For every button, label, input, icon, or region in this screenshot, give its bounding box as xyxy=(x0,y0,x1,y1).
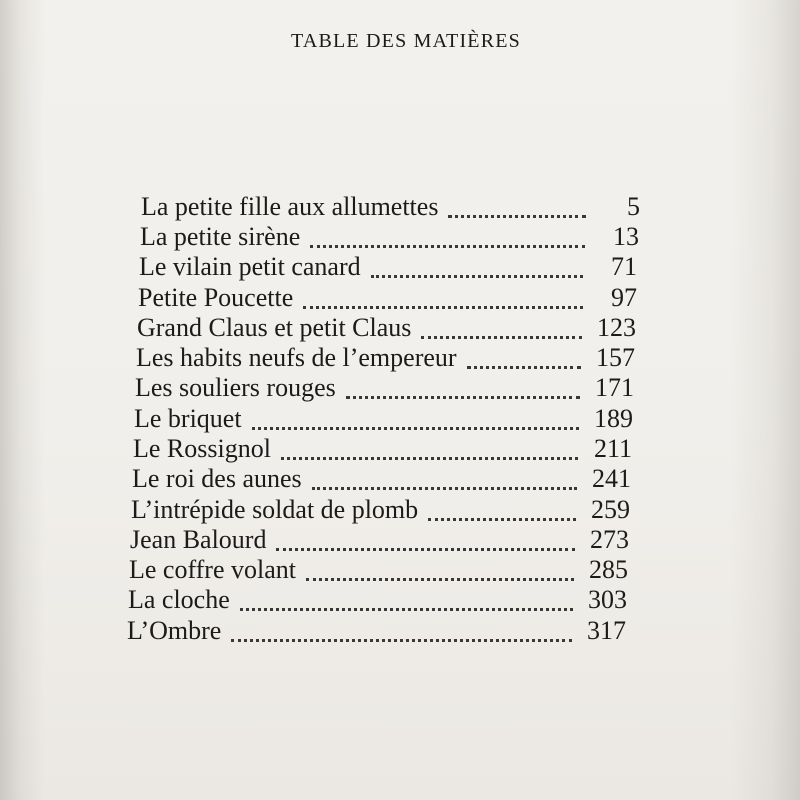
toc-entry-page: 259 xyxy=(591,495,630,524)
toc-entry xyxy=(141,192,640,222)
toc-entry-title: Grand Claus et petit Claus xyxy=(137,313,412,342)
toc-entry-page: 273 xyxy=(590,525,629,554)
toc-entry-page: 285 xyxy=(589,555,628,584)
dot-leader xyxy=(467,366,581,369)
toc-entry xyxy=(137,313,636,343)
toc-entry-page: 5 xyxy=(627,192,640,221)
toc-entry-page: 123 xyxy=(597,313,636,342)
dot-leader xyxy=(303,306,583,309)
toc-entry xyxy=(130,525,629,555)
toc-entry-title: La cloche xyxy=(128,585,230,614)
toc-entry-page: 303 xyxy=(588,585,627,614)
dot-leader xyxy=(448,215,586,218)
dot-leader xyxy=(276,548,575,551)
toc-entry-page: 317 xyxy=(587,616,626,645)
toc-entry xyxy=(139,252,637,282)
dot-leader xyxy=(312,487,577,490)
toc-entry xyxy=(132,464,631,494)
toc-entry-title: Le Rossignol xyxy=(133,434,271,463)
dot-leader xyxy=(346,396,580,399)
toc-entry-title: La petite fille aux allumettes xyxy=(141,192,439,221)
toc-entry-title: La petite sirène xyxy=(140,222,301,251)
dot-leader xyxy=(306,578,574,581)
page-title: TABLE DES MATIÈRES xyxy=(291,30,521,52)
dot-leader xyxy=(421,336,582,339)
toc-entry-page: 71 xyxy=(611,252,637,281)
toc-entry xyxy=(129,555,628,585)
dot-leader xyxy=(281,457,578,460)
toc-entry-page: 189 xyxy=(594,404,633,433)
toc-entry xyxy=(131,495,630,525)
dot-leader xyxy=(240,608,573,611)
toc-entry-title: Les habits neufs de l’empereur xyxy=(136,343,457,372)
toc-entry-page: 157 xyxy=(596,343,635,372)
dot-leader xyxy=(310,245,585,248)
toc-entry-title: Les souliers rouges xyxy=(135,373,336,402)
toc-entry-title: Le vilain petit canard xyxy=(139,252,361,281)
table-of-contents xyxy=(0,192,800,662)
toc-entry-title: Le briquet xyxy=(134,404,242,433)
toc-entry-title: Le roi des aunes xyxy=(132,464,302,493)
toc-entry xyxy=(133,434,632,464)
toc-entry-title: Petite Poucette xyxy=(138,283,294,312)
toc-entry-title: L’Ombre xyxy=(127,616,222,645)
toc-entry xyxy=(127,616,626,646)
toc-entry-page: 171 xyxy=(595,373,634,402)
toc-entry-page: 13 xyxy=(613,222,639,251)
dot-leader xyxy=(371,275,583,278)
toc-entry xyxy=(135,373,634,403)
toc-entry-title: Jean Balourd xyxy=(130,525,267,554)
toc-entry xyxy=(134,404,633,434)
toc-entry-page: 211 xyxy=(593,434,632,463)
dot-leader xyxy=(231,639,572,642)
toc-entry-page: 241 xyxy=(592,464,631,493)
dot-leader xyxy=(428,518,576,521)
toc-entry xyxy=(128,585,627,615)
toc-entry xyxy=(140,222,639,252)
toc-entry xyxy=(138,283,637,313)
dot-leader xyxy=(252,427,579,430)
toc-entry-title: Le coffre volant xyxy=(129,555,296,584)
toc-entry-page: 97 xyxy=(611,283,637,312)
toc-entry xyxy=(136,343,635,373)
toc-entry-title: L’intrépide soldat de plomb xyxy=(131,495,419,524)
